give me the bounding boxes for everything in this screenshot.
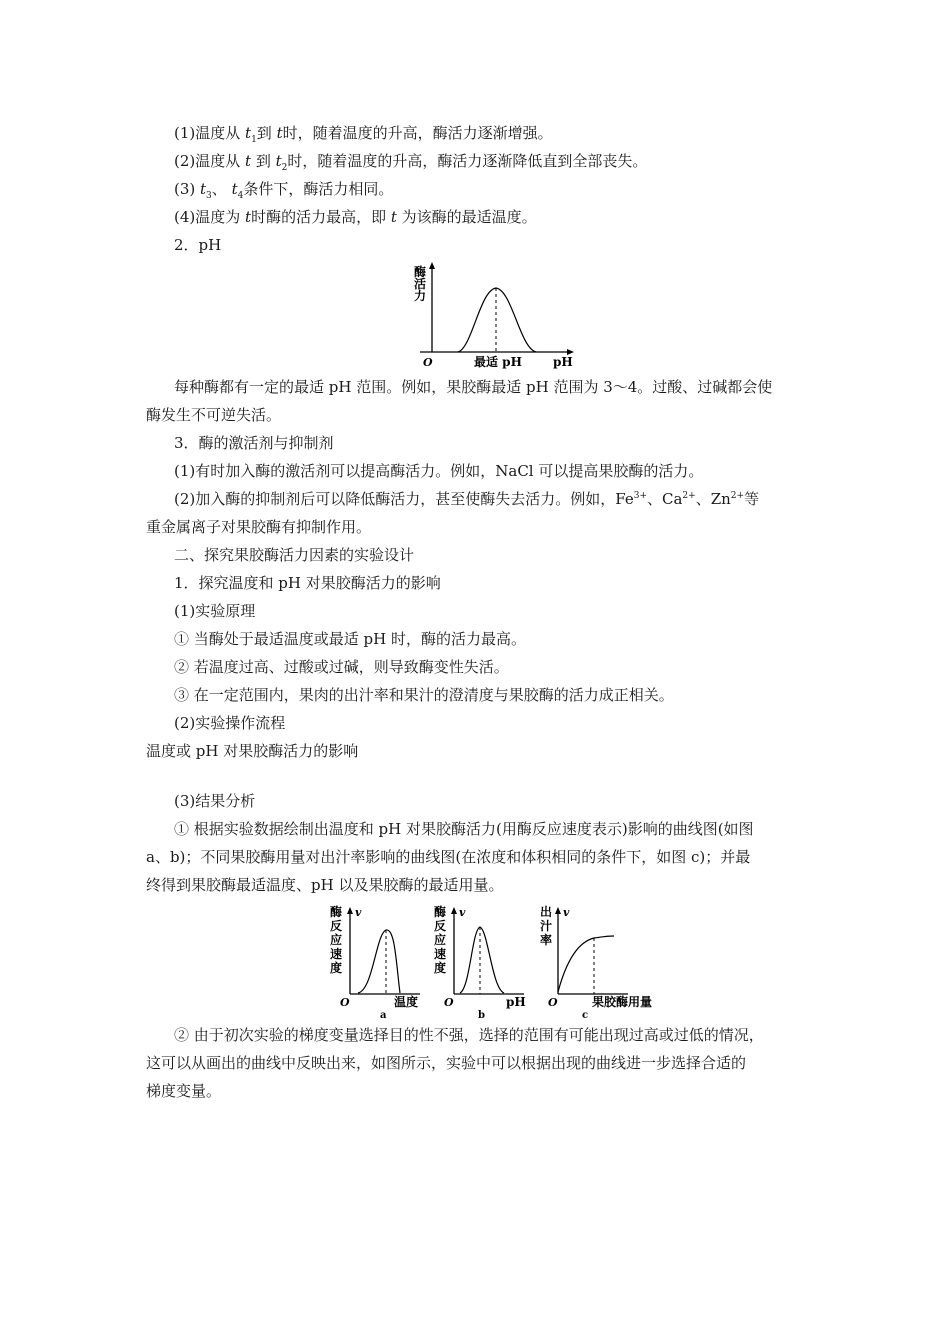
subheading-analysis: (3)结果分析 bbox=[174, 792, 256, 810]
subheading-procedure: (2)实验操作流程 bbox=[174, 714, 286, 732]
heading-section-2: 二、探究果胶酶活力因素的实验设计 bbox=[174, 546, 415, 564]
x-axis-label: 温度 bbox=[394, 995, 419, 1009]
paragraph-analysis-1: ① 根据实验数据绘制出温度和 pH 对果胶酶活力(用酶反应速度表示)影响的曲线图(如图 bbox=[174, 820, 754, 838]
y-label-5: 度 bbox=[330, 961, 343, 975]
x-axis-label: pH bbox=[553, 355, 573, 369]
paragraph-temp-3: (3) $t_3$、 $t_4$条件下，酶活力相同。 bbox=[174, 180, 394, 201]
origin-label: O bbox=[548, 996, 558, 1009]
y-label-1: 酶 bbox=[434, 905, 447, 919]
origin-label: O bbox=[444, 996, 454, 1009]
y-label-5: 度 bbox=[434, 961, 447, 975]
figure-b-ph bbox=[432, 902, 532, 1020]
v-label: v bbox=[563, 906, 570, 919]
x-axis-label: pH bbox=[506, 995, 526, 1009]
item-principle-3: ③ 在一定范围内，果肉的出汁率和果汁的澄清度与果胶酶的活力成正相关。 bbox=[174, 686, 674, 704]
paragraph-analysis-5: 这可以从画出的曲线中反映出来，如图所示，实验中可以根据出现的曲线进一步选择合适的 bbox=[146, 1054, 747, 1072]
yield-curve bbox=[558, 936, 614, 992]
caption-c: c bbox=[582, 1010, 589, 1020]
y-axis-arrow bbox=[429, 262, 435, 269]
paragraph-activator-3: 重金属离子对果胶酶有抑制作用。 bbox=[146, 518, 372, 536]
caption-a: a bbox=[380, 1010, 387, 1020]
paragraph-activator-2: (2)加入酶的抑制剂后可以降低酶活力，甚至使酶失去活力。例如，$Fe^{3+}$、$Ca^{2+}$、$Zn^{2+}$等 bbox=[174, 490, 760, 508]
paragraph-ph-2: 酶发生不可逆失活。 bbox=[146, 406, 282, 424]
y-label-2: 反 bbox=[434, 919, 447, 933]
paragraph-ph-1: 每种酶都有一定的最适 pH 范围。例如，果胶酶最适 pH 范围为 3～4。过酸、过碱都会使 bbox=[174, 378, 773, 396]
x-axis-label: 果胶酶用量 bbox=[592, 995, 653, 1009]
item-principle-1: ① 当酶处于最适温度或最适 pH 时，酶的活力最高。 bbox=[174, 630, 526, 648]
y-label-2: 汁 bbox=[540, 919, 553, 933]
y-axis-arrow bbox=[451, 907, 457, 914]
heading-section-2-1: 1．探究温度和 pH 对果胶酶活力的影响 bbox=[174, 574, 441, 592]
figure-c-dosage bbox=[536, 902, 666, 1020]
paragraph-temp-1: (1)温度从 $t_1$到 t时，随着温度的升高，酶活力逐渐增强。 bbox=[174, 124, 553, 145]
y-label-3: 率 bbox=[540, 933, 553, 947]
paragraph-temp-2: (2)温度从 t 到 $t_2$时，随着温度的升高，酶活力逐渐降低直到全部丧失。 bbox=[174, 152, 648, 173]
y-label-4: 速 bbox=[330, 947, 343, 961]
figure-a-temperature bbox=[328, 902, 428, 1020]
paragraph-temp-4: (4)温度为 t时酶的活力最高，即 t 为该酶的最适温度。 bbox=[174, 208, 537, 226]
heading-ph: 2．pH bbox=[174, 236, 222, 254]
y-axis-arrow bbox=[555, 907, 561, 914]
paragraph-analysis-4: ② 由于初次实验的梯度变量选择目的性不强，选择的范围有可能出现过高或过低的情况， bbox=[174, 1026, 764, 1044]
flow-title: 温度或 pH 对果胶酶活力的影响 bbox=[146, 742, 359, 760]
subheading-principle: (1)实验原理 bbox=[174, 602, 256, 620]
origin-label: O bbox=[423, 356, 433, 369]
y-label-2: 活 bbox=[414, 277, 427, 291]
y-label-3: 应 bbox=[434, 933, 447, 947]
y-label-4: 速 bbox=[434, 947, 447, 961]
y-axis-arrow bbox=[347, 907, 353, 914]
y-label-3: 力 bbox=[414, 289, 427, 303]
ph-activity-curve bbox=[458, 288, 536, 352]
paragraph-activator-1: (1)有时加入酶的激活剂可以提高酶活力。例如，NaCl 可以提高果胶酶的活力。 bbox=[174, 462, 704, 480]
caption-b: b bbox=[478, 1010, 485, 1020]
origin-label: O bbox=[340, 996, 350, 1009]
x-mark-label: 最适 pH bbox=[474, 355, 522, 369]
paragraph-analysis-3: 终得到果胶酶最适温度、pH 以及果胶酶的最适用量。 bbox=[146, 876, 504, 894]
y-label-1: 酶 bbox=[330, 905, 343, 919]
ph-curve bbox=[460, 927, 504, 993]
heading-activator: 3．酶的激活剂与抑制剂 bbox=[174, 434, 334, 452]
item-principle-2: ② 若温度过高、过酸或过碱，则导致酶变性失活。 bbox=[174, 658, 509, 676]
figure-ph-curve bbox=[410, 260, 580, 372]
y-label-3: 应 bbox=[330, 933, 343, 947]
v-label: v bbox=[459, 906, 466, 919]
y-label-2: 反 bbox=[330, 919, 343, 933]
v-label: v bbox=[355, 906, 362, 919]
paragraph-analysis-6: 梯度变量。 bbox=[146, 1082, 222, 1100]
paragraph-analysis-2: a、b)；不同果胶酶用量对出汁率影响的曲线图(在浓度和体积相同的条件下，如图 c)；并最 bbox=[146, 848, 751, 866]
y-label-1: 酶 bbox=[414, 265, 427, 279]
y-label-1: 出 bbox=[540, 905, 553, 919]
temperature-curve bbox=[358, 930, 400, 993]
